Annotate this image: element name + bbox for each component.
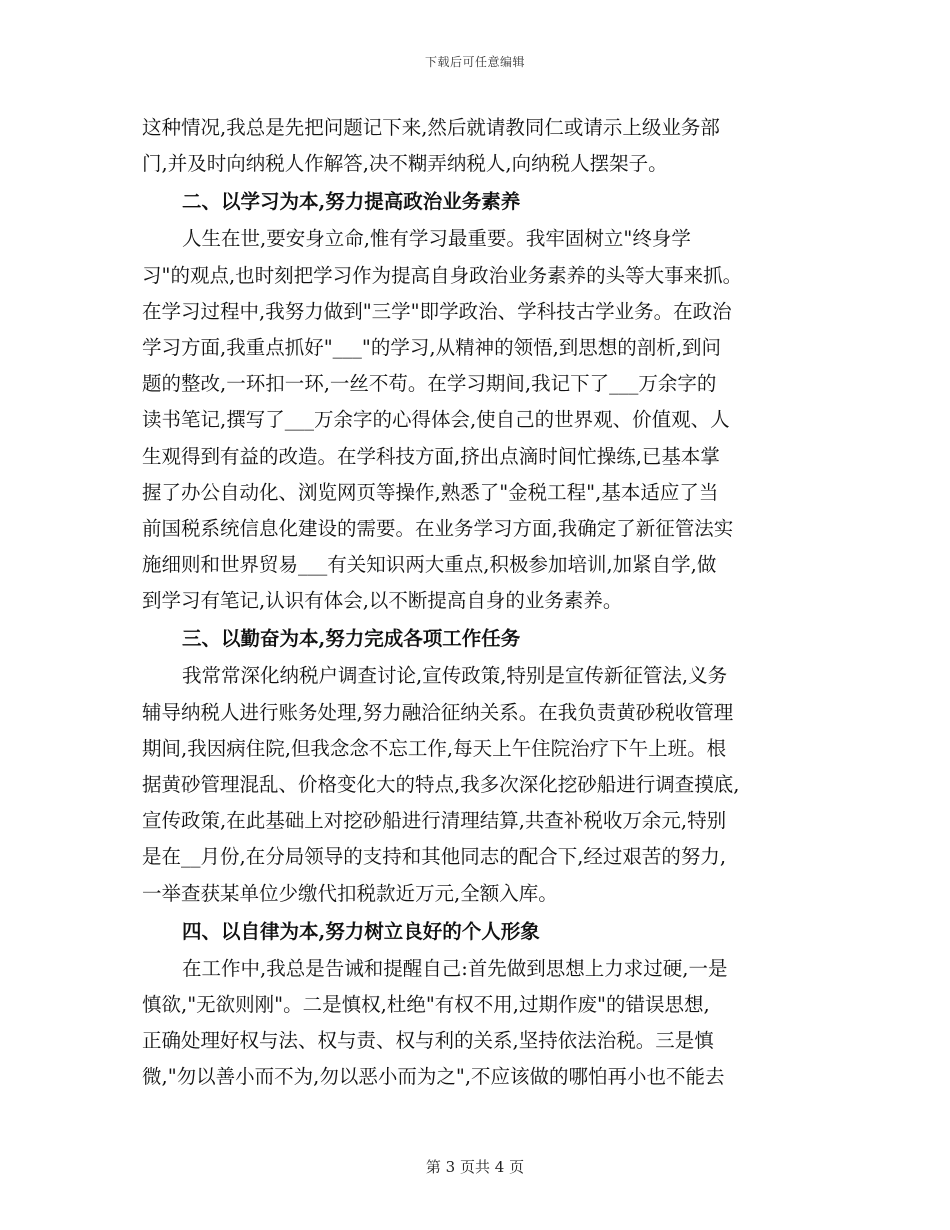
section-heading: 四、以自律为本,努力树立良好的个人形象: [182, 919, 540, 943]
page-header-note: 下载后可任意编辑: [424, 55, 525, 69]
paragraph-line: 辅导纳税人进行账务处理,努力融洽征纳关系。在我负责黄砂税收管理: [142, 700, 734, 724]
paragraph-line: 前国税系统信息化建设的需要。在业务学习方面,我确定了新征管法实: [142, 516, 734, 540]
paragraph-line: 慎欲,"无欲则刚"。二是慎权,杜绝"有权不用,过期作废"的错误思想,: [142, 992, 710, 1016]
paragraph-line: 这种情况,我总是先把问题记下来,然后就请教同仁或请示上级业务部: [142, 116, 720, 139]
paragraph-line: 是在__月份,在分局领导的支持和其他同志的配合下,经过艰苦的努力,: [142, 845, 727, 869]
paragraph-line: 题的整改,一环扣一环,一丝不苟。在学习期间,我记下了___万余字的: [142, 372, 717, 396]
paragraph-line: 学习方面,我重点抓好"___"的学习,从精神的领悟,到思想的剖析,到问: [142, 335, 721, 359]
paragraph-line: 在工作中,我总是告诫和提醒自己:首先做到思想上力求过硬,一是: [182, 956, 728, 980]
section-heading: 三、以勤奋为本,努力完成各项工作任务: [182, 627, 521, 651]
document-body: [142, 110, 812, 1096]
paragraph-line: 习"的观点,也时刻把学习作为提高自身政治业务素养的头等大事来抓。: [142, 263, 743, 287]
paragraph-line: 握了办公自动化、浏览网页等操作,熟悉了"金税工程",基本适应了当: [142, 480, 719, 504]
page-number-footer: 第 3 页共 4 页: [425, 1158, 525, 1176]
paragraph-line: 到学习有笔记,认识有体会,以不断提高自身的业务素养。: [142, 589, 623, 613]
paragraph-line: 据黄砂管理混乱、价格变化大的特点,我多次深化挖砂船进行调查摸底,: [142, 773, 740, 796]
paragraph-line: 在学习过程中,我努力做到"三学"即学政治、学科技古学业务。在政治: [142, 299, 732, 323]
paragraph-line: 微,"勿以善小而不为,勿以恶小而为之",不应该做的哪怕再小也不能去: [142, 1065, 725, 1089]
paragraph-line: 期间,我因病住院,但我念念不忘工作,每天上午住院治疗下午上班。根: [142, 736, 727, 760]
paragraph-line: 门,并及时向纳税人作解答,决不糊弄纳税人,向纳税人摆架子。: [142, 152, 668, 176]
paragraph-line: 人生在世,要安身立命,惟有学习最重要。我牢固树立"终身学: [182, 227, 691, 251]
paragraph-line: 生观得到有益的改造。在学科技方面,挤出点滴时间忙操练,已基本掌: [142, 444, 720, 468]
section-heading: 二、以学习为本,努力提高政治业务素养: [182, 190, 521, 214]
paragraph-line: 我常常深化纳税户调查讨论,宣传政策,特别是宣传新征管法,义务: [182, 664, 728, 688]
paragraph-line: 施细则和世界贸易___有关知识两大重点,积极参加培训,加紧自学,做: [142, 553, 717, 577]
paragraph-line: 读书笔记,撰写了___万余字的心得体会,使自己的世界观、价值观、人: [142, 408, 730, 432]
paragraph-line: 正确处理好权与法、权与责、权与利的关系,坚持依法治税。三是慎: [142, 1029, 714, 1053]
paragraph-line: 一举查获某单位少缴代扣税款近万元,全额入库。: [142, 881, 558, 905]
paragraph-line: 宣传政策,在此基础上对挖砂船进行清理结算,共查补税收万余元,特别: [142, 809, 727, 833]
